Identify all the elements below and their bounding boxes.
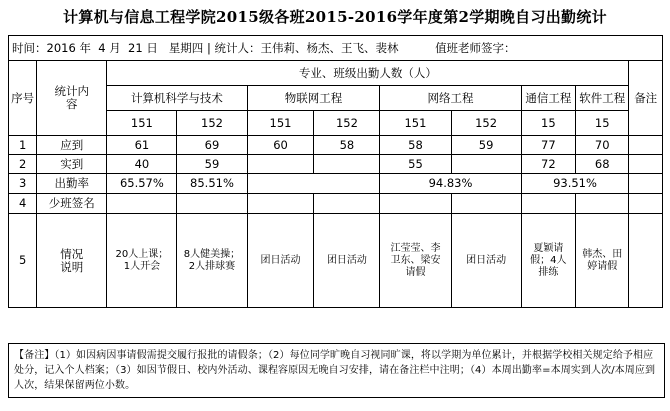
note-cell: 韩杰、田婷请假 bbox=[576, 214, 629, 308]
table-cell bbox=[247, 155, 314, 174]
table-cell: 59 bbox=[177, 155, 247, 174]
year-value: 2016 bbox=[46, 40, 76, 55]
note-cell: 团日活动 bbox=[247, 214, 314, 308]
stat-content-header: 统计内容 bbox=[37, 61, 107, 136]
remark-cell bbox=[629, 174, 663, 194]
major-header: 网络工程 bbox=[380, 86, 521, 111]
table-cell: 58 bbox=[380, 136, 451, 155]
class-header: 151 bbox=[380, 111, 451, 136]
table-cell: 69 bbox=[177, 136, 247, 155]
seq-cell: 1 bbox=[9, 136, 37, 155]
note-cell: 夏颖请假；4人排练 bbox=[521, 214, 575, 308]
class-header: 152 bbox=[451, 111, 521, 136]
seq-cell: 3 bbox=[9, 174, 37, 194]
row-label: 出勤率 bbox=[37, 174, 107, 194]
row-label: 情况说明 bbox=[37, 214, 107, 308]
table-cell bbox=[451, 155, 521, 174]
note-cell: 20人上课；1人开会 bbox=[107, 214, 177, 308]
table-cell: 77 bbox=[521, 136, 575, 155]
rate-cell bbox=[247, 174, 380, 194]
seq-cell: 4 bbox=[9, 194, 37, 214]
rate-cell: 85.51% bbox=[177, 174, 247, 194]
table-cell: 58 bbox=[314, 136, 380, 155]
remark-cell bbox=[629, 214, 663, 308]
row-label: 实到 bbox=[37, 155, 107, 174]
remark-cell bbox=[629, 155, 663, 174]
time-label: 时间： bbox=[12, 40, 47, 55]
table-cell: 68 bbox=[576, 155, 629, 174]
sign-cell bbox=[107, 194, 177, 214]
month-unit: 月 bbox=[109, 40, 121, 55]
teacher-sign: 值班老师签字： bbox=[435, 40, 516, 55]
rate-cell: 93.51% bbox=[521, 174, 629, 194]
sign-cell bbox=[451, 194, 521, 214]
class-header: 152 bbox=[177, 111, 247, 136]
class-header: 151 bbox=[247, 111, 314, 136]
seq-cell: 2 bbox=[9, 155, 37, 174]
class-header: 151 bbox=[107, 111, 177, 136]
seq-header: 序号 bbox=[9, 61, 37, 136]
note-cell: 江莹莹、李卫东、梁安请假 bbox=[380, 214, 451, 308]
table-cell: 72 bbox=[521, 155, 575, 174]
weekday: 星期四 bbox=[168, 40, 204, 55]
table-cell: 60 bbox=[247, 136, 314, 155]
group-header: 专业、班级出勤人数（人） bbox=[107, 61, 629, 86]
table-cell: 40 bbox=[107, 155, 177, 174]
year-unit: 年 bbox=[79, 40, 91, 55]
sign-cell bbox=[380, 194, 451, 214]
sign-cell bbox=[177, 194, 247, 214]
page-title: 计算机与信息工程学院2015级各班2015-2016学年度第2学期晚自习出勤统计 bbox=[63, 8, 607, 26]
major-header: 软件工程 bbox=[576, 86, 629, 111]
row-label: 应到 bbox=[37, 136, 107, 155]
rate-cell: 65.57% bbox=[107, 174, 177, 194]
major-header: 物联网工程 bbox=[247, 86, 380, 111]
day-unit: 日 bbox=[146, 40, 158, 55]
note-cell: 团日活动 bbox=[314, 214, 380, 308]
month-value: 4 bbox=[98, 40, 106, 55]
day-value: 21 bbox=[128, 40, 143, 55]
footnote: 【备注】（1）如因病因事请假需提交履行报批的请假条；（2）每位同学旷晚自习视同旷课，将以学期为单位累计，并根据学校相关规定给予相应处分，记入个人档案；（3）如因节假日、校内外活动、课程容原因无晚自习安排，请在备注栏中注明；（4）本周出勤率=本周实到人次/本周应到人次，结果保留两位小数。 bbox=[8, 343, 665, 398]
table-cell: 70 bbox=[576, 136, 629, 155]
class-header: 15 bbox=[576, 111, 629, 136]
sign-cell bbox=[576, 194, 629, 214]
rate-cell: 94.83% bbox=[380, 174, 521, 194]
note-cell: 团日活动 bbox=[451, 214, 521, 308]
class-header: 15 bbox=[521, 111, 575, 136]
seq-cell: 5 bbox=[9, 214, 37, 308]
note-cell: 8人健美操；2人排球赛 bbox=[177, 214, 247, 308]
sign-cell bbox=[521, 194, 575, 214]
sign-cell bbox=[314, 194, 380, 214]
remark-header: 备注 bbox=[629, 61, 663, 136]
table-cell: 55 bbox=[380, 155, 451, 174]
row-label: 少班签名 bbox=[37, 194, 107, 214]
remark-cell bbox=[629, 194, 663, 214]
table-cell: 59 bbox=[451, 136, 521, 155]
sign-cell bbox=[247, 194, 314, 214]
table-cell bbox=[314, 155, 380, 174]
attendance-table bbox=[8, 35, 663, 308]
info-row: 时间：2016 年 4 月 21 日 星期四 | 统计人：王伟莉、杨杰、王飞、裴林 值班老师签字： bbox=[9, 36, 663, 61]
remark-cell bbox=[629, 136, 663, 155]
table-cell: 61 bbox=[107, 136, 177, 155]
class-header: 152 bbox=[314, 111, 380, 136]
stats-people: 统计人：王伟莉、杨杰、王飞、裴林 bbox=[214, 40, 399, 55]
major-header: 计算机科学与技术 bbox=[107, 86, 247, 111]
major-header: 通信工程 bbox=[521, 86, 575, 111]
